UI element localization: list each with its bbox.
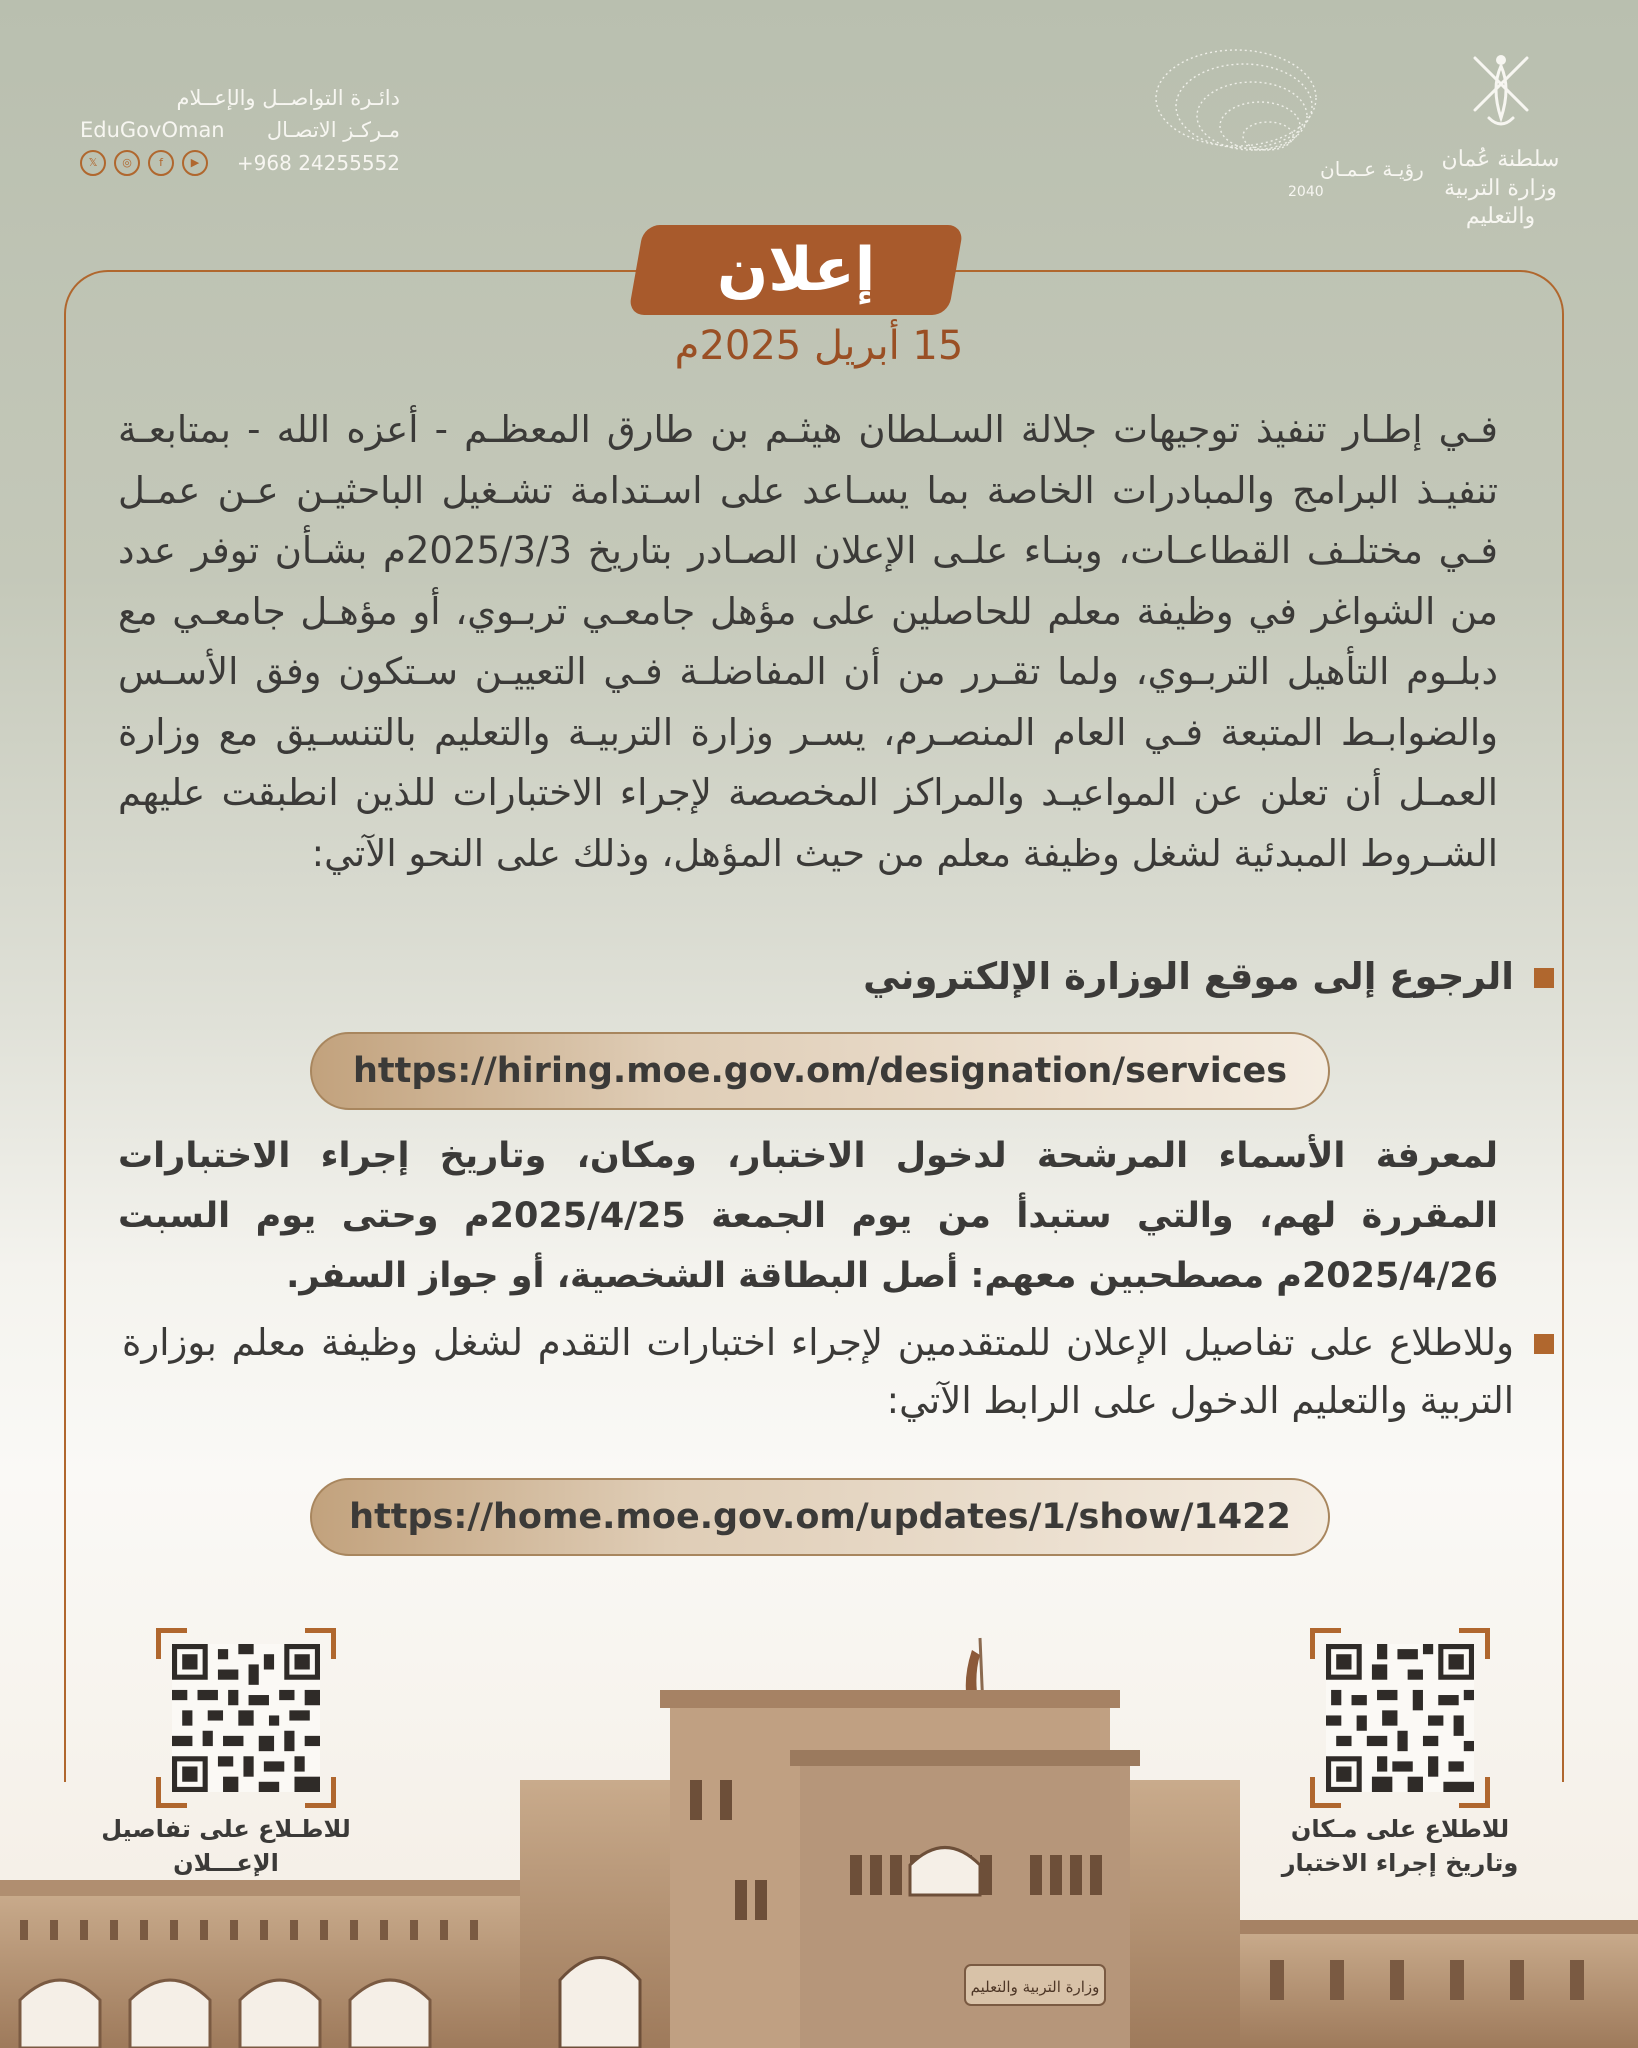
- social-row: [80, 150, 400, 176]
- qr-left-caption-line2: الإعـــلان: [173, 1849, 279, 1877]
- youtube-icon[interactable]: ▶: [182, 150, 208, 176]
- vision-swirl-icon: [1148, 46, 1424, 226]
- contact-center-label: مـركـز الاتصـال: [266, 118, 400, 142]
- facebook-icon[interactable]: f: [148, 150, 174, 176]
- announcement-body: فـي إطـار تنفيذ توجيهات جلالة السـلطان هيثـم بن طارق المعظـم - أعزه الله - بمتابعـة تنفيـذ البرامج والمبادرات الخاصة بما يسـاعد على اسـتدامة تشـغيل الباحثيـن عـن عمـل فـي مختلـف القطاعـات، وبنـاء علـى الإعلان الصـادر بتاريخ 2025/3/3م بشـأن توفر عدد من الشواغر في وظيفة معلم للحاصلين على مؤهل جامعـي تربـوي، أو مؤهـل جامعـي مع دبلـوم التأهيل التربـوي، ولما تقـرر من أن المفاضلـة فـي التعييـن سـتكون وفق الأسـس والضوابـط المتبعة فـي العام المنصـرم، يسـر وزارة التربيـة والتعليم بالتنسـيق مع وزارة العمـل أن تعلن عن المواعيـد والمراكز المخصصة لإجراء الاختبارات للذين انطبقت عليهم الشـروط المبدئية لشغل وظيفة معلم من حيث المؤهل، وذلك على النحو الآتي:: [118, 408, 1498, 875]
- announcement-title: إعلان: [716, 235, 876, 305]
- updates-link[interactable]: https://home.moe.gov.om/updates/1/show/1422: [310, 1478, 1330, 1556]
- announcement-badge: [628, 225, 964, 315]
- bullet-square-icon: [1534, 968, 1554, 988]
- candidates-paragraph: لمعرفة الأسماء المرشحة لدخول الاختبار، ومكان، وتاريخ إجراء الاختبارات المقررة لهم، والتي ستبدأ من يوم الجمعة 2025/4/25م وحتى يوم السبت 2025/4/26م مصطحبين معهم: أصل البطاقة الشخصية، أو جواز السفر.: [118, 1136, 1498, 1296]
- contact-center-row: [80, 114, 400, 146]
- vision-text: رؤيـة عـمـان: [1320, 157, 1424, 181]
- qr-code-announcement[interactable]: [156, 1628, 336, 1808]
- ministry-logo: [1418, 48, 1583, 228]
- bullet-announcement-details: [122, 1314, 1554, 1430]
- instagram-icon[interactable]: ◎: [114, 150, 140, 176]
- qr-left-caption-line1: للاطـلاع على تفاصيل: [101, 1815, 351, 1843]
- department-name: دائـرة التواصــل والإعــلام: [176, 86, 400, 110]
- building-sign: وزارة التربية والتعليم: [970, 1978, 1100, 1996]
- qr-pattern-icon: [172, 1644, 320, 1792]
- ministry-line1: سلطنة عُمان: [1441, 147, 1560, 172]
- qr-right-caption-line1: للاطلاع على مـكان: [1290, 1815, 1510, 1843]
- oman-vision-2040-logo: [1148, 46, 1424, 226]
- social-icons: [80, 150, 208, 176]
- qr-caption-announcement: [96, 1812, 356, 1880]
- ministry-line2: وزارة التربية والتعليم: [1444, 176, 1557, 229]
- contact-block: [80, 82, 400, 176]
- vision-year: 2040: [1288, 184, 1324, 200]
- x-icon[interactable]: 𝕏: [80, 150, 106, 176]
- social-handle[interactable]: EduGovOman: [80, 118, 225, 142]
- announcement-date: 15 أبريل 2025م: [674, 323, 964, 369]
- qr-pattern-icon: [1326, 1644, 1474, 1792]
- bullet2-text: وللاطلاع على تفاصيل الإعلان للمتقدمين لإجراء اختبارات التقدم لشغل وظيفة معلم بوزارة التربية والتعليم الدخول على الرابط الآتي:: [122, 1321, 1514, 1422]
- qr-code-exam-location[interactable]: [1310, 1628, 1490, 1808]
- bullet-square-icon: [1534, 1334, 1554, 1354]
- phone-number[interactable]: +968 24255552: [236, 151, 400, 175]
- hiring-link[interactable]: https://hiring.moe.gov.om/designation/services: [310, 1032, 1330, 1110]
- bullet1-text: الرجوع إلى موقع الوزارة الإلكتروني: [863, 955, 1514, 998]
- bullet-ministry-website: [122, 948, 1554, 1006]
- qr-caption-exam-location: [1270, 1812, 1530, 1880]
- qr-right-caption-line2: وتاريخ إجراء الاختبار: [1281, 1849, 1519, 1877]
- oman-emblem-icon: [1461, 48, 1541, 133]
